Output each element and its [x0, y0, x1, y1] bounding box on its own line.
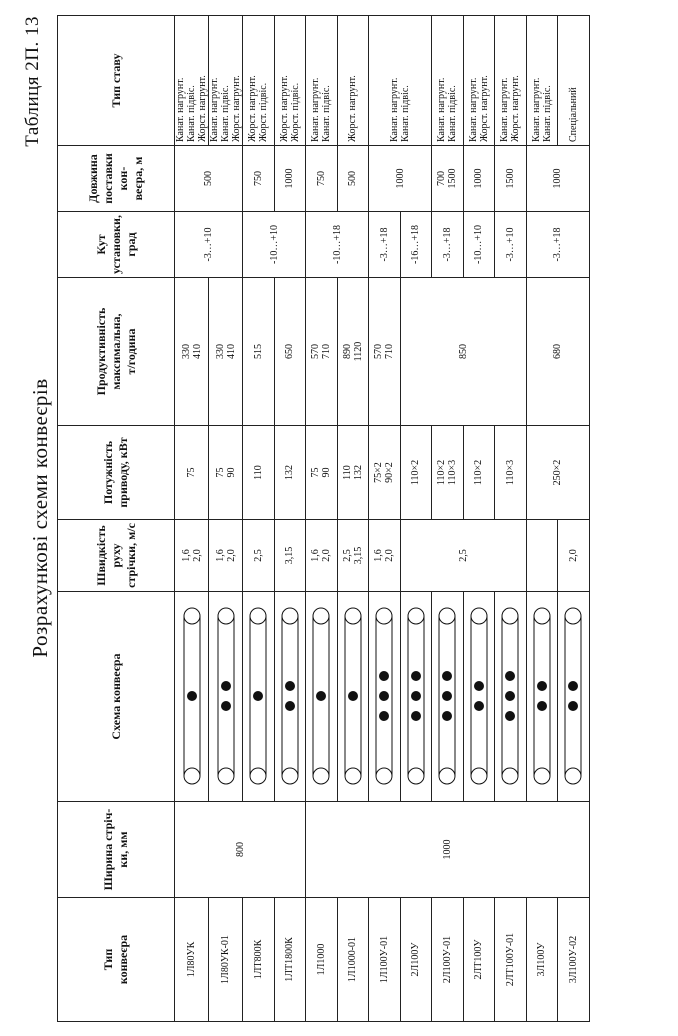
cell-frame: Канат. нагрунт. Канат. підвіс. [432, 16, 464, 146]
header-power: Потужність приводу, кВт [58, 426, 175, 520]
cell-speed: 1,6 2,0 [209, 520, 243, 592]
cell-frame: Канат. нагрунт. Канат. підвіс. [306, 16, 338, 146]
cell-speed: 1,6 2,0 [369, 520, 401, 592]
cell-angle: -10…+10 [463, 212, 495, 278]
cell-scheme [369, 592, 401, 802]
cell-type: 2Л100У-01 [432, 898, 464, 1022]
cell-speed: 2,0 [558, 520, 590, 592]
cell-length: 750 [306, 146, 338, 212]
cell-scheme [209, 592, 243, 802]
cell-length: 1000 [526, 146, 589, 212]
cell-productivity: 650 [274, 278, 306, 426]
header-row [58, 16, 175, 1022]
table-row [306, 16, 338, 1022]
cell-frame: Канат. нагрунт. Канат. підвіс. [369, 16, 432, 146]
cell-power: 132 [274, 426, 306, 520]
cell-power: 110×2 [400, 426, 432, 520]
cell-frame: Канат. нагрунт. Канат. підвіс. Жорст. нагрунт. [175, 16, 209, 146]
conveyor-scheme-diagram [465, 597, 493, 797]
cell-type: 1Л1000 [306, 898, 338, 1022]
header-scheme: Схема конвеєра [58, 592, 175, 802]
cell-productivity: 570 710 [306, 278, 338, 426]
cell-power: 110 [243, 426, 275, 520]
cell-power: 75×2 90×2 [369, 426, 401, 520]
cell-angle: -16…+18 [400, 212, 432, 278]
conveyor-scheme-diagram [178, 597, 206, 797]
header-length: Довжина поставки кон- веєра, м [58, 146, 175, 212]
cell-power: 75 90 [209, 426, 243, 520]
cell-scheme [274, 592, 306, 802]
conveyor-scheme-diagram [496, 597, 524, 797]
cell-length: 500 [337, 146, 369, 212]
cell-speed [526, 520, 558, 592]
cell-frame: Канат. нагрунт. Канат. підвіс. [526, 16, 558, 146]
header-productivity: Продуктивність максимальна, т/година [58, 278, 175, 426]
cell-width: 1000 [306, 802, 590, 898]
cell-scheme [526, 592, 558, 802]
cell-frame: Канат. нагрунт. Жорст. нагрунт. [495, 16, 527, 146]
cell-power: 75 [175, 426, 209, 520]
cell-length: 500 [175, 146, 243, 212]
cell-frame: Канат. нагрунт. Канат. підвіс. Жорст. нагрунт. [209, 16, 243, 146]
cell-length: 1500 [495, 146, 527, 212]
cell-type: 3Л100У-02 [558, 898, 590, 1022]
cell-width: 800 [175, 802, 306, 898]
cell-productivity: 890 1120 [337, 278, 369, 426]
header-width: Ширина стріч- ки, мм [58, 802, 175, 898]
cell-type: 2ЛТ100У-01 [495, 898, 527, 1022]
cell-angle: -3…+10 [175, 212, 243, 278]
conveyor-scheme-diagram [212, 597, 240, 797]
cell-power: 250×2 [526, 426, 589, 520]
cell-type: 1ЛТ1800К [274, 898, 306, 1022]
cell-speed: 2,5 [243, 520, 275, 592]
cell-power: 75 90 [306, 426, 338, 520]
conveyor-scheme-diagram [339, 597, 367, 797]
conveyor-scheme-diagram [433, 597, 461, 797]
conveyor-scheme-diagram [244, 597, 272, 797]
cell-power: 110×2 110×3 [432, 426, 464, 520]
conveyor-scheme-diagram [528, 597, 556, 797]
conveyor-table [57, 15, 590, 1022]
cell-scheme [432, 592, 464, 802]
cell-productivity: 680 [526, 278, 589, 426]
cell-speed: 1,6 2,0 [175, 520, 209, 592]
cell-productivity: 330 410 [209, 278, 243, 426]
cell-frame: Жорст. нагрунт. Жорст. підвіс. [274, 16, 306, 146]
cell-type: 1Л1000-01 [337, 898, 369, 1022]
conveyor-scheme-diagram [276, 597, 304, 797]
cell-length: 700 1500 [432, 146, 464, 212]
cell-type: 1ЛТ800К [243, 898, 275, 1022]
cell-type: 1Л100У-01 [369, 898, 401, 1022]
cell-power: 110×2 [463, 426, 495, 520]
cell-length: 1000 [274, 146, 306, 212]
cell-type: 1Л80УК-01 [209, 898, 243, 1022]
header-angle: Кут установки, град [58, 212, 175, 278]
cell-angle: -3…+10 [495, 212, 527, 278]
cell-scheme [463, 592, 495, 802]
table-number: Таблиця 2П. 13 [22, 16, 43, 147]
cell-angle: -10…+18 [306, 212, 369, 278]
cell-frame: Жорст. нагрунт. Жорст. підвіс. [243, 16, 275, 146]
cell-productivity: 570 710 [369, 278, 401, 426]
table-title: Розрахункові схеми конвеєрів [28, 378, 52, 658]
cell-frame: Спеціальний [558, 16, 590, 146]
cell-speed: 2,5 3,15 [337, 520, 369, 592]
header-type: Тип конвеєра [58, 898, 175, 1022]
cell-scheme [175, 592, 209, 802]
header-frame: Тип ставу [58, 16, 175, 146]
cell-angle: -10…+10 [243, 212, 306, 278]
cell-power: 110 132 [337, 426, 369, 520]
cell-type: 2Л100У [400, 898, 432, 1022]
cell-scheme [337, 592, 369, 802]
cell-scheme [306, 592, 338, 802]
conveyor-scheme-diagram [559, 597, 587, 797]
cell-scheme [243, 592, 275, 802]
cell-power: 110×3 [495, 426, 527, 520]
cell-length: 1000 [463, 146, 495, 212]
cell-angle: -3…+18 [526, 212, 589, 278]
cell-type: 3Л100У [526, 898, 558, 1022]
cell-angle: -3…+18 [432, 212, 464, 278]
conveyor-scheme-diagram [307, 597, 335, 797]
cell-productivity: 850 [400, 278, 526, 426]
cell-frame: Жорст. нагрунт. [337, 16, 369, 146]
cell-speed: 1,6 2,0 [306, 520, 338, 592]
table-row [175, 16, 209, 1022]
cell-type: 1Л80УК [175, 898, 209, 1022]
cell-scheme [495, 592, 527, 802]
cell-speed: 3,15 [274, 520, 306, 592]
cell-angle: -3…+18 [369, 212, 401, 278]
header-speed: Швидкість руху стрічки, м/с [58, 520, 175, 592]
cell-scheme [558, 592, 590, 802]
conveyor-scheme-diagram [370, 597, 398, 797]
cell-frame: Канат. нагрунт. Жорст. нагрунт. [463, 16, 495, 146]
cell-type: 2ЛТ100У [463, 898, 495, 1022]
cell-length: 1000 [369, 146, 432, 212]
cell-productivity: 515 [243, 278, 275, 426]
conveyor-scheme-diagram [402, 597, 430, 797]
cell-scheme [400, 592, 432, 802]
cell-productivity: 330 410 [175, 278, 209, 426]
cell-speed: 2,5 [400, 520, 526, 592]
cell-length: 750 [243, 146, 275, 212]
